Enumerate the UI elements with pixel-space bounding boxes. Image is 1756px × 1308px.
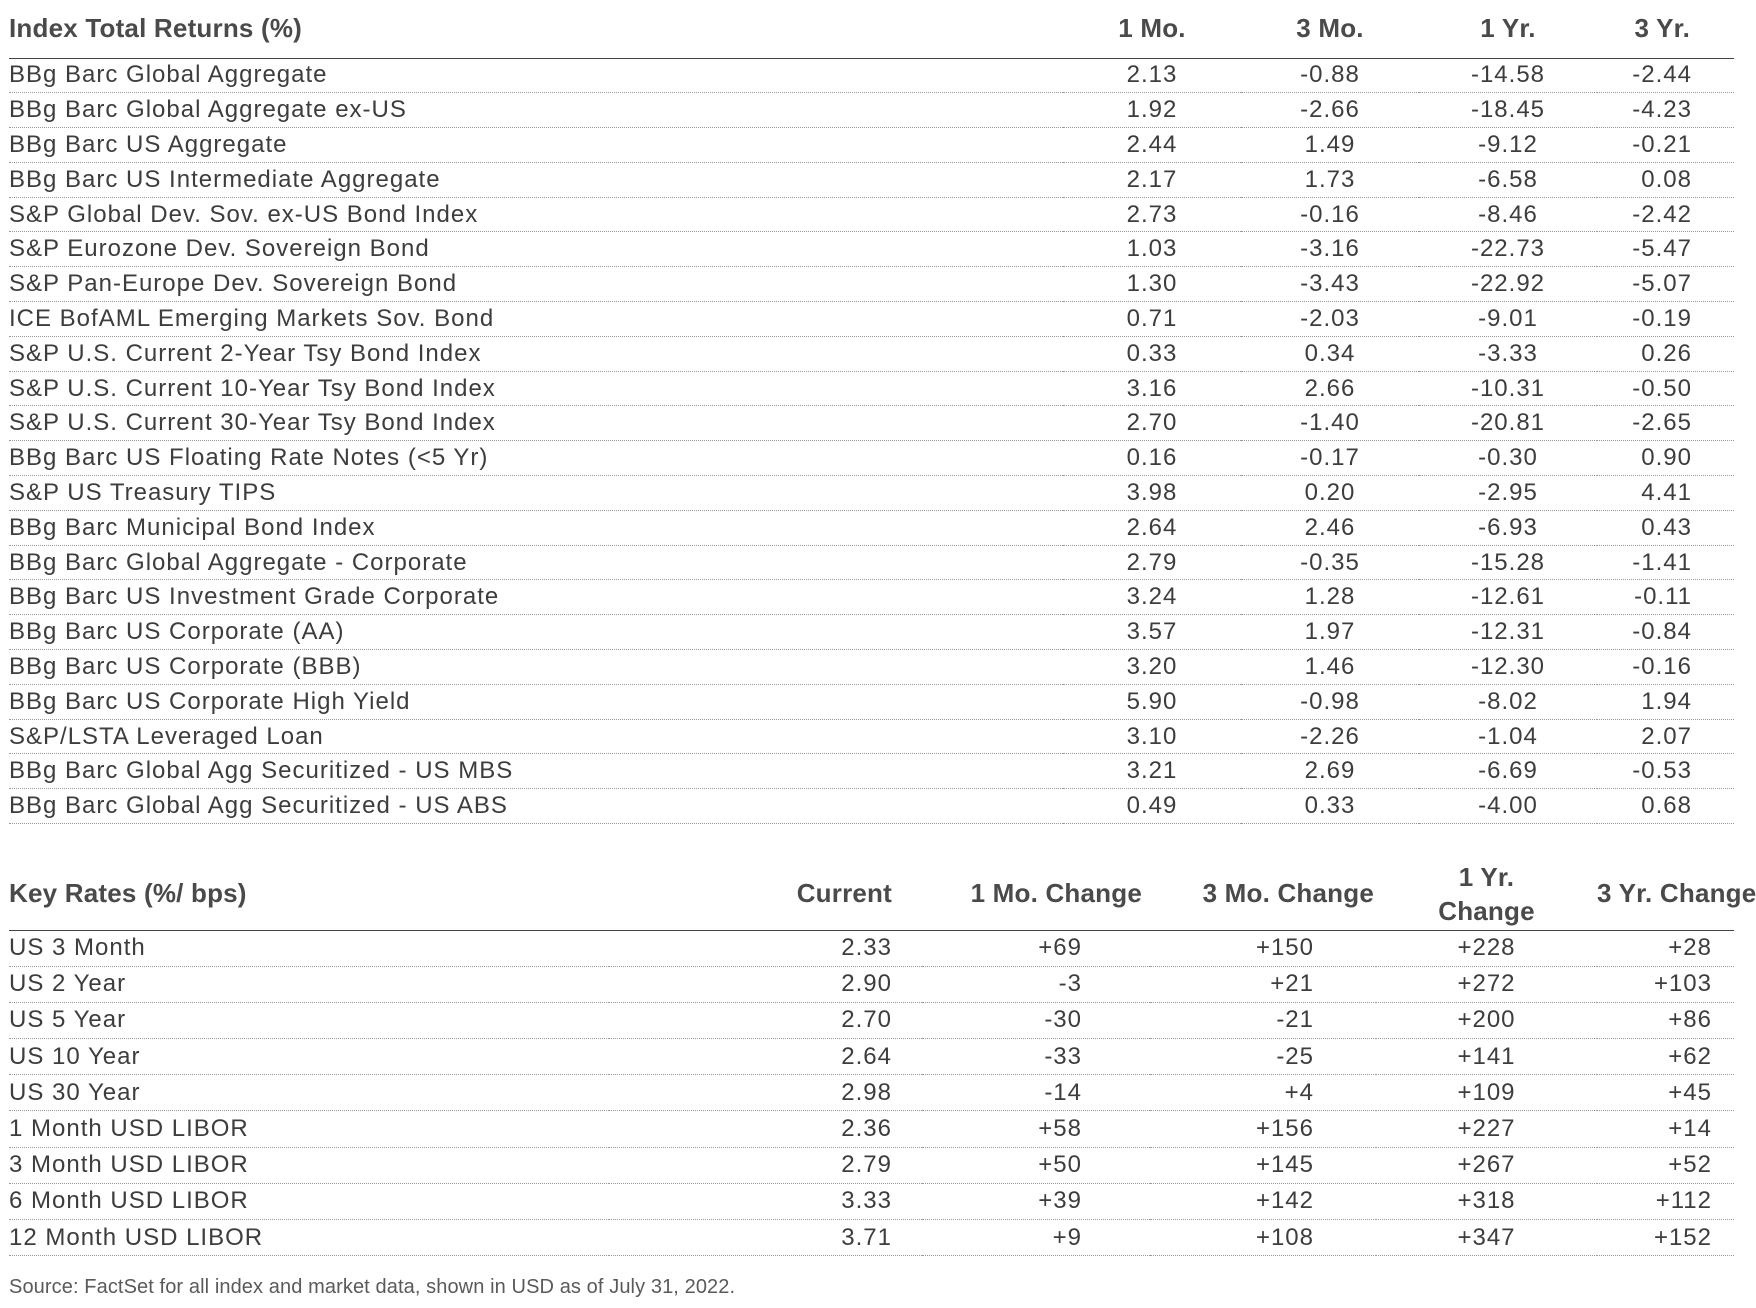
row-value: +267	[1376, 1147, 1597, 1183]
row-value: +142	[1150, 1183, 1376, 1219]
row-value: 3.98	[1063, 476, 1241, 511]
row-label: BBg Barc US Floating Rate Notes (<5 Yr)	[9, 441, 1063, 476]
row-value: -0.53	[1597, 754, 1734, 789]
row-value: -22.92	[1419, 267, 1597, 302]
col-header-1-mo: 1 Mo.	[1063, 0, 1241, 58]
row-value: 3.71	[609, 1220, 922, 1256]
row-label: S&P/LSTA Leveraged Loan	[9, 719, 1063, 754]
row-value: +200	[1376, 1002, 1597, 1038]
rates-table-row	[9, 930, 1734, 966]
row-value: 0.20	[1241, 476, 1419, 511]
row-value: 0.90	[1597, 441, 1734, 476]
row-value: 2.64	[609, 1039, 922, 1075]
row-label: 12 Month USD LIBOR	[9, 1220, 609, 1256]
row-value: -0.16	[1241, 197, 1419, 232]
row-label: BBg Barc US Intermediate Aggregate	[9, 162, 1063, 197]
row-value: 2.69	[1241, 754, 1419, 789]
row-value: 0.34	[1241, 336, 1419, 371]
returns-table-row	[9, 789, 1734, 824]
row-value: -2.42	[1597, 197, 1734, 232]
row-value: +103	[1597, 966, 1734, 1002]
row-value: +28	[1597, 930, 1734, 966]
row-value: 2.33	[609, 930, 922, 966]
row-value: 1.28	[1241, 580, 1419, 615]
row-value: 0.68	[1597, 789, 1734, 824]
returns-table-row	[9, 232, 1734, 267]
row-label: S&P US Treasury TIPS	[9, 476, 1063, 511]
row-value: +156	[1150, 1111, 1376, 1147]
source-footnote: Source: FactSet for all index and market data, shown in USD as of July 31, 2022.	[9, 1276, 736, 1298]
row-value: -0.17	[1241, 441, 1419, 476]
row-value: 0.26	[1597, 336, 1734, 371]
row-value: +52	[1597, 1147, 1734, 1183]
index-total-returns-table	[9, 0, 1734, 824]
row-value: 2.44	[1063, 128, 1241, 163]
row-value: 2.79	[1063, 545, 1241, 580]
col-header-1-yr: 1 Yr.	[1419, 0, 1597, 58]
row-value: -0.50	[1597, 371, 1734, 406]
row-value: -8.02	[1419, 684, 1597, 719]
rates-table-title: Key Rates (%/ bps)	[9, 858, 609, 930]
returns-table-row	[9, 371, 1734, 406]
row-value: 3.21	[1063, 754, 1241, 789]
row-value: +145	[1150, 1147, 1376, 1183]
returns-table-row	[9, 58, 1734, 93]
row-value: +4	[1150, 1075, 1376, 1111]
row-value: 1.03	[1063, 232, 1241, 267]
row-value: +39	[922, 1183, 1150, 1219]
row-label: BBg Barc US Corporate High Yield	[9, 684, 1063, 719]
row-label: S&P U.S. Current 2-Year Tsy Bond Index	[9, 336, 1063, 371]
row-value: -15.28	[1419, 545, 1597, 580]
returns-table-row	[9, 162, 1734, 197]
returns-table-row	[9, 719, 1734, 754]
row-value: 3.57	[1063, 615, 1241, 650]
returns-table-row	[9, 336, 1734, 371]
returns-table-title: Index Total Returns (%)	[9, 0, 1063, 58]
row-value: +227	[1376, 1111, 1597, 1147]
returns-table-row	[9, 197, 1734, 232]
col-header-current: Current	[609, 858, 922, 930]
row-value: -2.26	[1241, 719, 1419, 754]
row-value: 2.07	[1597, 719, 1734, 754]
returns-table-row	[9, 615, 1734, 650]
row-label: S&P Pan-Europe Dev. Sovereign Bond	[9, 267, 1063, 302]
returns-table-row	[9, 267, 1734, 302]
row-value: -4.00	[1419, 789, 1597, 824]
row-value: -33	[922, 1039, 1150, 1075]
row-value: -0.98	[1241, 684, 1419, 719]
row-value: -3.16	[1241, 232, 1419, 267]
col-header-1-mo-change: 1 Mo. Change	[922, 858, 1150, 930]
row-label: BBg Barc Global Aggregate	[9, 58, 1063, 93]
row-label: S&P Global Dev. Sov. ex-US Bond Index	[9, 197, 1063, 232]
row-value: +62	[1597, 1039, 1734, 1075]
row-value: -2.95	[1419, 476, 1597, 511]
row-value: 1.94	[1597, 684, 1734, 719]
row-value: -6.58	[1419, 162, 1597, 197]
row-label: US 30 Year	[9, 1075, 609, 1111]
returns-table-row	[9, 580, 1734, 615]
returns-table-row	[9, 441, 1734, 476]
row-value: 2.90	[609, 966, 922, 1002]
col-header-3-mo-change: 3 Mo. Change	[1150, 858, 1376, 930]
row-value: -21	[1150, 1002, 1376, 1038]
rates-header-row	[9, 858, 1734, 930]
row-value: +109	[1376, 1075, 1597, 1111]
rates-table-row	[9, 1183, 1734, 1219]
row-value: -0.21	[1597, 128, 1734, 163]
rates-table-row	[9, 1220, 1734, 1256]
row-value: -1.41	[1597, 545, 1734, 580]
row-value: -9.12	[1419, 128, 1597, 163]
row-value: +112	[1597, 1183, 1734, 1219]
row-value: +141	[1376, 1039, 1597, 1075]
row-value: 1.92	[1063, 93, 1241, 128]
row-value: 1.97	[1241, 615, 1419, 650]
key-rates-table	[9, 858, 1756, 1256]
row-value: -3.33	[1419, 336, 1597, 371]
row-value: -3	[922, 966, 1150, 1002]
row-value: -0.16	[1597, 650, 1734, 685]
row-value: 2.66	[1241, 371, 1419, 406]
row-label: 6 Month USD LIBOR	[9, 1183, 609, 1219]
row-value: -22.73	[1419, 232, 1597, 267]
row-value: 3.33	[609, 1183, 922, 1219]
row-value: -2.66	[1241, 93, 1419, 128]
row-value: -1.40	[1241, 406, 1419, 441]
row-value: -0.19	[1597, 302, 1734, 337]
row-value: 2.13	[1063, 58, 1241, 93]
col-header-3-yr: 3 Yr.	[1597, 0, 1734, 58]
row-value: 0.43	[1597, 510, 1734, 545]
row-value: 1.30	[1063, 267, 1241, 302]
row-value: -25	[1150, 1039, 1376, 1075]
row-value: 2.70	[1063, 406, 1241, 441]
row-value: +108	[1150, 1220, 1376, 1256]
row-value: 3.10	[1063, 719, 1241, 754]
row-label: BBg Barc Municipal Bond Index	[9, 510, 1063, 545]
row-value: 1.73	[1241, 162, 1419, 197]
row-label: S&P U.S. Current 30-Year Tsy Bond Index	[9, 406, 1063, 441]
row-value: 2.70	[609, 1002, 922, 1038]
rates-table-row	[9, 1147, 1734, 1183]
returns-table-row	[9, 684, 1734, 719]
row-label: BBg Barc US Corporate (BBB)	[9, 650, 1063, 685]
row-value: 0.33	[1241, 789, 1419, 824]
row-value: +228	[1376, 930, 1597, 966]
row-value: 2.46	[1241, 510, 1419, 545]
row-value: +14	[1597, 1111, 1734, 1147]
returns-table-row	[9, 302, 1734, 337]
row-value: -9.01	[1419, 302, 1597, 337]
row-value: -8.46	[1419, 197, 1597, 232]
row-value: +152	[1597, 1220, 1734, 1256]
returns-table-row	[9, 754, 1734, 789]
col-header-3-mo: 3 Mo.	[1241, 0, 1419, 58]
rates-table-row	[9, 1039, 1734, 1075]
rates-table-row	[9, 1111, 1734, 1147]
row-value: +347	[1376, 1220, 1597, 1256]
row-value: -0.88	[1241, 58, 1419, 93]
row-value: +9	[922, 1220, 1150, 1256]
row-value: +50	[922, 1147, 1150, 1183]
row-value: 0.49	[1063, 789, 1241, 824]
row-value: 0.71	[1063, 302, 1241, 337]
row-value: 1.49	[1241, 128, 1419, 163]
row-label: ICE BofAML Emerging Markets Sov. Bond	[9, 302, 1063, 337]
row-value: -30	[922, 1002, 1150, 1038]
rates-table-row	[9, 1075, 1734, 1111]
col-header-3-yr-change: 3 Yr. Change	[1597, 858, 1734, 930]
returns-table-row	[9, 510, 1734, 545]
row-value: 2.36	[609, 1111, 922, 1147]
row-label: S&P U.S. Current 10-Year Tsy Bond Index	[9, 371, 1063, 406]
row-label: US 2 Year	[9, 966, 609, 1002]
row-label: US 3 Month	[9, 930, 609, 966]
row-value: +45	[1597, 1075, 1734, 1111]
rates-table-row	[9, 966, 1734, 1002]
row-value: 0.33	[1063, 336, 1241, 371]
returns-table-row	[9, 545, 1734, 580]
row-value: +272	[1376, 966, 1597, 1002]
row-value: 2.64	[1063, 510, 1241, 545]
row-value: 3.16	[1063, 371, 1241, 406]
returns-table-row	[9, 93, 1734, 128]
row-value: -6.69	[1419, 754, 1597, 789]
row-value: 1.46	[1241, 650, 1419, 685]
row-value: 2.79	[609, 1147, 922, 1183]
row-value: -12.61	[1419, 580, 1597, 615]
returns-table-row	[9, 406, 1734, 441]
row-value: +69	[922, 930, 1150, 966]
row-label: BBg Barc US Corporate (AA)	[9, 615, 1063, 650]
row-value: -5.07	[1597, 267, 1734, 302]
col-header-1-yr-change: 1 Yr. Change	[1376, 858, 1597, 930]
row-label: US 5 Year	[9, 1002, 609, 1038]
returns-header-row	[9, 0, 1734, 58]
row-value: 0.08	[1597, 162, 1734, 197]
row-value: 3.24	[1063, 580, 1241, 615]
row-value: -0.35	[1241, 545, 1419, 580]
page	[9, 0, 1756, 1298]
row-value: 5.90	[1063, 684, 1241, 719]
row-value: -18.45	[1419, 93, 1597, 128]
row-value: 3.20	[1063, 650, 1241, 685]
row-label: 1 Month USD LIBOR	[9, 1111, 609, 1147]
row-label: BBg Barc Global Agg Securitized - US MBS	[9, 754, 1063, 789]
rates-table-row	[9, 1002, 1734, 1038]
row-value: -10.31	[1419, 371, 1597, 406]
row-value: -6.93	[1419, 510, 1597, 545]
row-value: -3.43	[1241, 267, 1419, 302]
row-label: BBg Barc Global Agg Securitized - US ABS	[9, 789, 1063, 824]
row-value: +318	[1376, 1183, 1597, 1219]
row-label: US 10 Year	[9, 1039, 609, 1075]
row-value: -14.58	[1419, 58, 1597, 93]
row-label: BBg Barc US Investment Grade Corporate	[9, 580, 1063, 615]
row-value: -20.81	[1419, 406, 1597, 441]
row-value: +150	[1150, 930, 1376, 966]
row-value: +58	[922, 1111, 1150, 1147]
row-value: 4.41	[1597, 476, 1734, 511]
row-value: 2.98	[609, 1075, 922, 1111]
row-value: -5.47	[1597, 232, 1734, 267]
row-value: -0.30	[1419, 441, 1597, 476]
returns-table-row	[9, 650, 1734, 685]
row-value: -0.84	[1597, 615, 1734, 650]
row-label: S&P Eurozone Dev. Sovereign Bond	[9, 232, 1063, 267]
row-value: +21	[1150, 966, 1376, 1002]
row-label: BBg Barc Global Aggregate ex-US	[9, 93, 1063, 128]
row-label: BBg Barc US Aggregate	[9, 128, 1063, 163]
row-value: -14	[922, 1075, 1150, 1111]
returns-table-row	[9, 476, 1734, 511]
row-value: -2.44	[1597, 58, 1734, 93]
row-value: -2.03	[1241, 302, 1419, 337]
row-value: -4.23	[1597, 93, 1734, 128]
row-value: -0.11	[1597, 580, 1734, 615]
row-value: +86	[1597, 1002, 1734, 1038]
row-value: 2.17	[1063, 162, 1241, 197]
row-value: -1.04	[1419, 719, 1597, 754]
row-value: -12.30	[1419, 650, 1597, 685]
row-value: 2.73	[1063, 197, 1241, 232]
row-value: 0.16	[1063, 441, 1241, 476]
row-value: -12.31	[1419, 615, 1597, 650]
row-label: BBg Barc Global Aggregate - Corporate	[9, 545, 1063, 580]
row-value: -2.65	[1597, 406, 1734, 441]
returns-table-row	[9, 128, 1734, 163]
row-label: 3 Month USD LIBOR	[9, 1147, 609, 1183]
